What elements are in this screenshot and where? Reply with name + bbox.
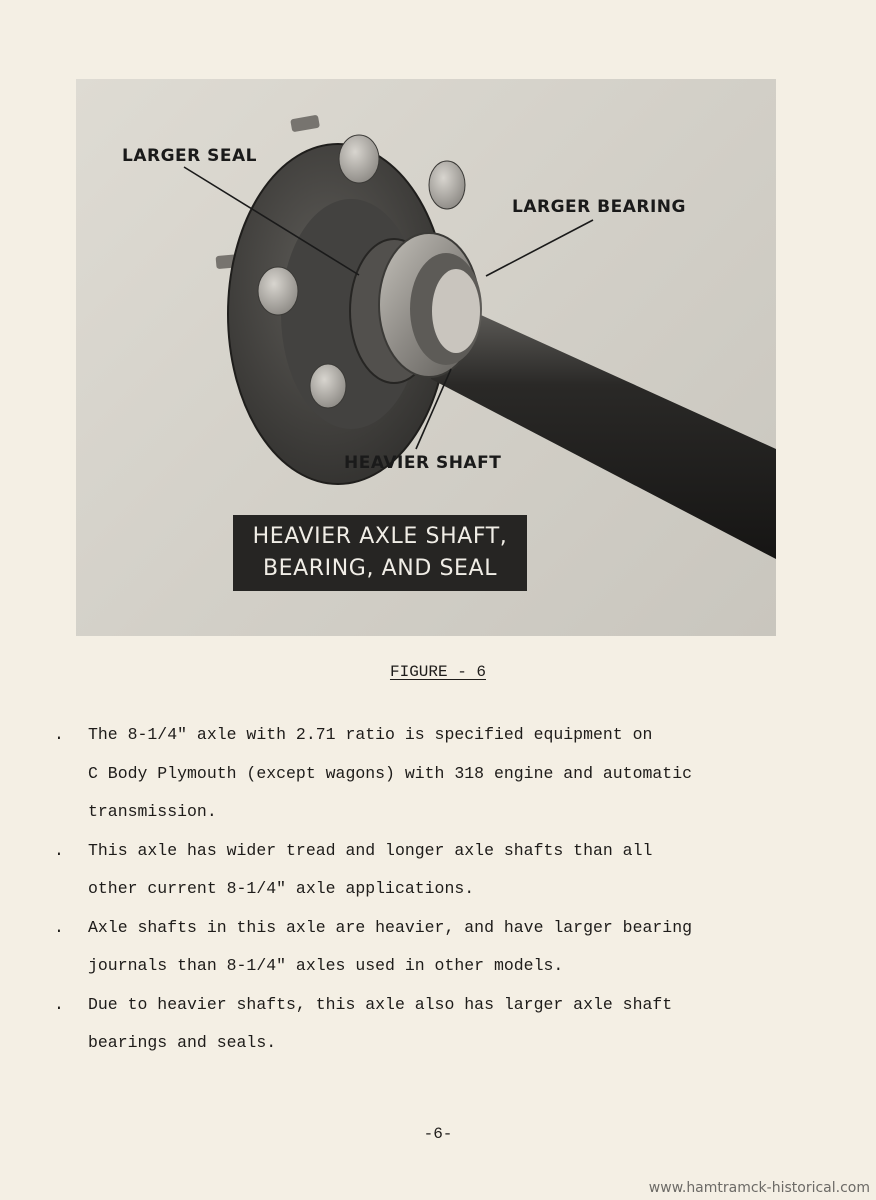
- lug-bolt: [258, 267, 298, 315]
- bullet-line: Axle shafts in this axle are heavier, and have larger bearing: [88, 917, 692, 937]
- lug-bolt: [310, 364, 346, 408]
- figure-caption-box: [233, 515, 527, 591]
- bullet-marker: .: [54, 994, 64, 1014]
- shaft-end: [432, 269, 480, 353]
- callout-heavier-shaft: HEAVIER SHAFT: [344, 453, 502, 473]
- figure-label-text: FIGURE - 6: [389, 663, 486, 681]
- bullet-item: [54, 832, 814, 909]
- callout-larger-seal: LARGER SEAL: [122, 146, 258, 166]
- bullet-line: C Body Plymouth (except wagons) with 318 engine and automatic: [88, 763, 692, 783]
- bullet-list: [54, 716, 814, 1063]
- bullet-line: The 8-1/4" axle with 2.71 ratio is specified equipment on: [88, 725, 653, 744]
- bullet-marker: .: [54, 725, 64, 744]
- bullet-line: bearings and seals.: [88, 1033, 277, 1052]
- figure-label: [0, 663, 876, 681]
- bullet-marker: .: [54, 840, 64, 860]
- watermark-url: www.hamtramck-historical.com: [648, 1180, 870, 1196]
- lug-bolt: [429, 161, 465, 209]
- bullet-item: [54, 909, 814, 986]
- bullet-item: [54, 986, 814, 1063]
- page-number: -6-: [423, 1125, 453, 1143]
- bullet-item: [54, 716, 814, 832]
- lug-bolt: [339, 135, 379, 183]
- bullet-line: Due to heavier shafts, this axle also has larger axle shaft: [88, 994, 673, 1014]
- caption-line-2: BEARING, AND SEAL: [262, 556, 498, 581]
- caption-line-1: HEAVIER AXLE SHAFT,: [252, 524, 508, 549]
- stud: [290, 115, 320, 133]
- bullet-line: journals than 8-1/4" axles used in other models.: [88, 956, 564, 975]
- bullet-line: other current 8-1/4" axle applications.: [88, 879, 475, 898]
- leader-larger-bearing: [486, 220, 593, 276]
- callout-larger-bearing: LARGER BEARING: [512, 197, 686, 217]
- bullet-marker: .: [54, 917, 64, 937]
- bullet-line: transmission.: [88, 802, 217, 821]
- bullet-line: This axle has wider tread and longer axle shafts than all: [88, 840, 653, 860]
- axle-photo: [76, 79, 776, 636]
